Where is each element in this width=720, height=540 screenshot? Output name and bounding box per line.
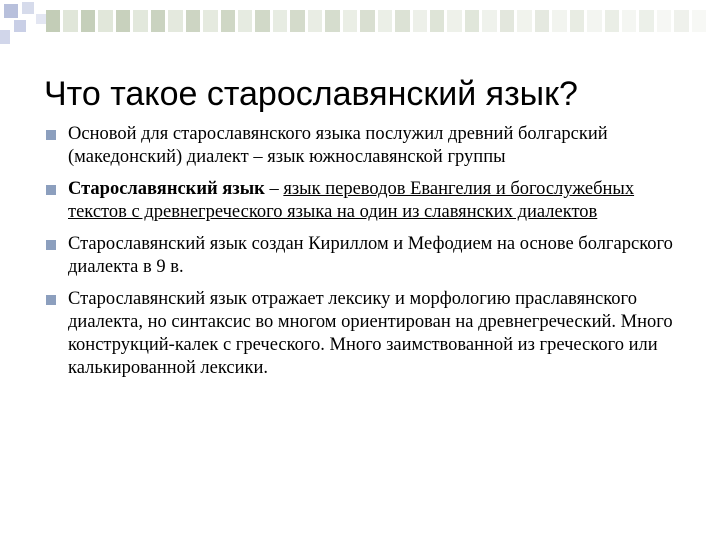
band-cell bbox=[290, 10, 304, 32]
decor-square bbox=[22, 2, 34, 14]
band-cell bbox=[360, 10, 374, 32]
band-cell bbox=[325, 10, 339, 32]
top-decorative-band bbox=[46, 10, 706, 32]
square-bullet-icon bbox=[46, 130, 56, 140]
bullet-item-1 bbox=[46, 123, 686, 169]
band-cell bbox=[98, 10, 112, 32]
band-cell bbox=[447, 10, 461, 32]
band-cell bbox=[221, 10, 235, 32]
band-cell bbox=[587, 10, 601, 32]
bullet-text: Старославянский язык отражает лексику и морфологию праславянского диалекта, но синтаксис во многом ориентирован на древнегреческий. Много конструкций-калек с греческого. Много заимствованной из греческого или калькированной лексики. bbox=[68, 289, 673, 378]
band-cell bbox=[622, 10, 636, 32]
square-bullet-icon bbox=[46, 295, 56, 305]
band-cell bbox=[46, 10, 60, 32]
term-dash: – bbox=[264, 179, 284, 199]
square-bullet-icon bbox=[46, 185, 56, 195]
band-cell bbox=[570, 10, 584, 32]
bullet-item-2 bbox=[46, 178, 686, 224]
band-cell bbox=[273, 10, 287, 32]
band-cell bbox=[657, 10, 671, 32]
band-cell bbox=[203, 10, 217, 32]
decor-square bbox=[0, 30, 10, 44]
band-cell bbox=[535, 10, 549, 32]
decor-square bbox=[4, 4, 18, 18]
bullet-list bbox=[46, 123, 686, 389]
band-cell bbox=[674, 10, 688, 32]
bullet-text: Старославянский язык создан Кириллом и Мефодием на основе болгарского диалекта в 9 в. bbox=[68, 234, 673, 277]
band-cell bbox=[692, 10, 706, 32]
term-label: Старославянский язык bbox=[68, 179, 265, 199]
band-cell bbox=[517, 10, 531, 32]
band-cell bbox=[151, 10, 165, 32]
band-cell bbox=[500, 10, 514, 32]
band-cell bbox=[238, 10, 252, 32]
slide-title: Что такое старославянский язык? bbox=[44, 75, 578, 113]
band-cell bbox=[413, 10, 427, 32]
bullet-text: Основой для старославянского языка послужил древний болгарский (македонский) диалект – язык южнославянской группы bbox=[68, 124, 608, 167]
band-cell bbox=[343, 10, 357, 32]
decor-square bbox=[36, 14, 46, 24]
band-cell bbox=[116, 10, 130, 32]
band-cell bbox=[63, 10, 77, 32]
band-cell bbox=[552, 10, 566, 32]
decor-square bbox=[14, 20, 26, 32]
band-cell bbox=[465, 10, 479, 32]
band-cell bbox=[430, 10, 444, 32]
band-cell bbox=[308, 10, 322, 32]
band-cell bbox=[482, 10, 496, 32]
square-bullet-icon bbox=[46, 240, 56, 250]
band-cell bbox=[378, 10, 392, 32]
bullet-item-3 bbox=[46, 233, 686, 279]
band-cell bbox=[395, 10, 409, 32]
band-cell bbox=[133, 10, 147, 32]
band-cell bbox=[186, 10, 200, 32]
band-cell bbox=[639, 10, 653, 32]
band-cell bbox=[168, 10, 182, 32]
definition-link[interactable]: язык переводов Евангелия и богослужебных текстов с древнегреческого языка на один из славянских диалектов bbox=[68, 179, 635, 222]
bullet-item-4 bbox=[46, 288, 686, 380]
band-cell bbox=[255, 10, 269, 32]
band-cell bbox=[81, 10, 95, 32]
band-cell bbox=[605, 10, 619, 32]
